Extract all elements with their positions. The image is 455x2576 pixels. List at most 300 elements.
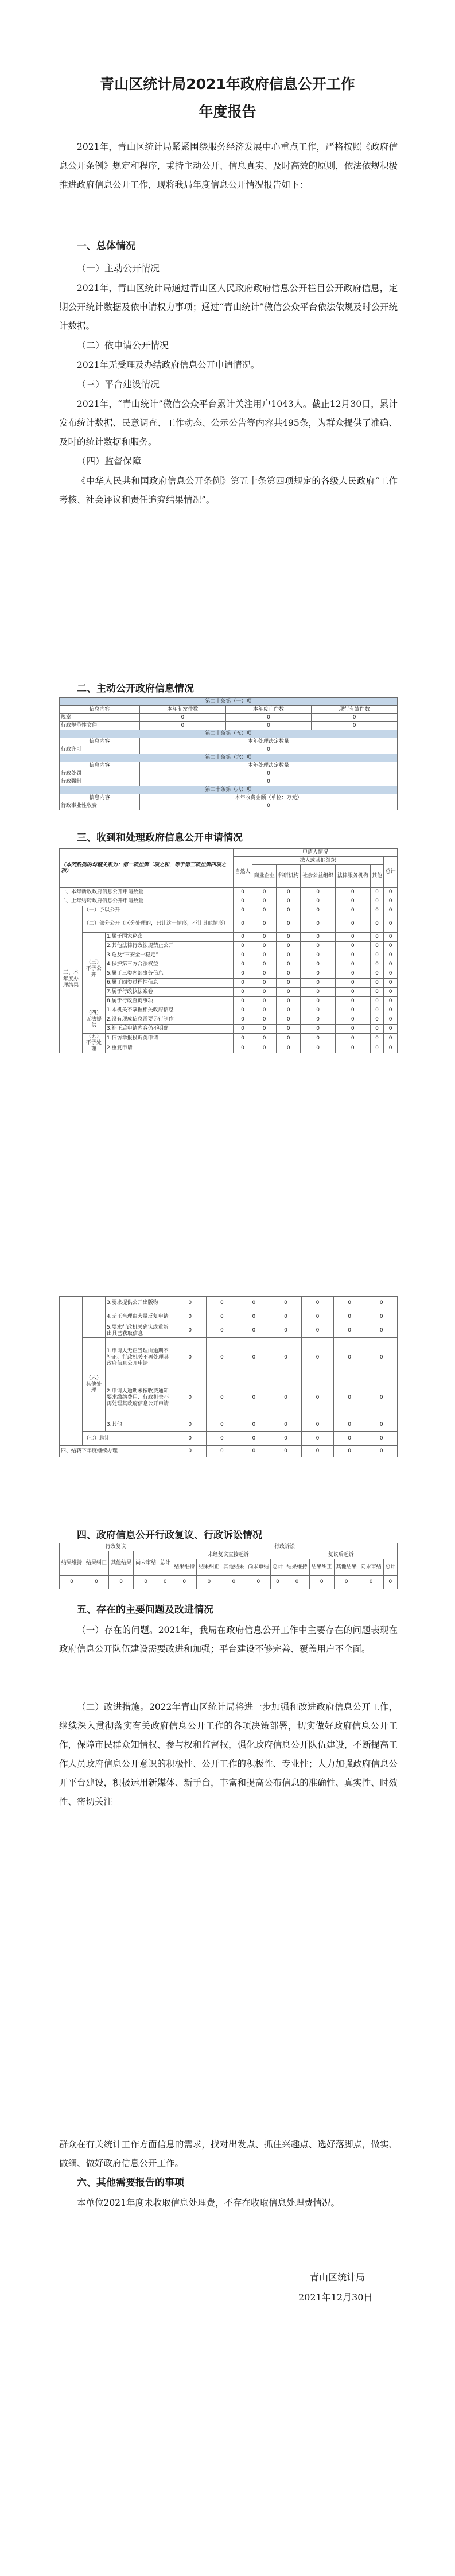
t2-cell: 0 bbox=[140, 770, 398, 778]
t3-cell: 0 bbox=[370, 1006, 384, 1015]
t3-third-label: 三、本年度办理结果 bbox=[60, 906, 83, 1053]
section-6-heading: 六、其他需要报告的事项 bbox=[77, 2177, 184, 2189]
t3-cell: 0 bbox=[302, 1338, 334, 1378]
t3-cell: 0 bbox=[301, 942, 336, 951]
t4-cell: 0 bbox=[197, 1576, 221, 1589]
t3-row-label: 二、上年结转政府信息公开申请数量 bbox=[60, 897, 234, 906]
t3-cell: 0 bbox=[277, 942, 301, 951]
t3-spacer bbox=[60, 1297, 83, 1446]
t4-review-col: 总计 bbox=[158, 1551, 172, 1576]
t2-row-label: 规章 bbox=[60, 714, 140, 722]
t3-row-label: 3.要求提供公开出版物 bbox=[106, 1297, 174, 1310]
t2-section-head-3: 第二十条第（六）项 bbox=[60, 754, 398, 762]
subsection-1-3: （三）平台建设情况 bbox=[77, 379, 160, 390]
t4-lit-col: 结果纠正 bbox=[309, 1559, 334, 1576]
t3-cell: 0 bbox=[370, 1043, 384, 1053]
t3-cell: 0 bbox=[238, 1324, 270, 1338]
subsection-1-4: （四）监督保障 bbox=[77, 456, 142, 467]
section-5-heading: 五、存在的主要问题及改进情况 bbox=[77, 1604, 213, 1616]
t4-lit-col: 结果维持 bbox=[172, 1559, 197, 1576]
t3-cell: 0 bbox=[302, 1324, 334, 1338]
t2-col-head: 信息内容 bbox=[60, 794, 140, 802]
section-1-heading: 一、总体情况 bbox=[77, 240, 135, 252]
active-disclosure-table bbox=[59, 697, 398, 810]
paragraph-1-2: 2021年无受理及办结政府信息公开申请情况。 bbox=[77, 360, 260, 370]
t4-cell: 0 bbox=[221, 1576, 246, 1589]
t3-cell: 0 bbox=[234, 979, 252, 988]
t3-cell: 0 bbox=[302, 1446, 334, 1457]
t3-cell: 0 bbox=[333, 1338, 365, 1378]
t3-legal-col: 其他 bbox=[370, 865, 384, 888]
application-table-part1 bbox=[59, 848, 398, 1053]
t3-cell: 0 bbox=[301, 1006, 336, 1015]
t3-row-label: 8.属于行政查询事项 bbox=[106, 997, 234, 1006]
t3-spacer bbox=[83, 1297, 106, 1338]
t3-cell: 0 bbox=[277, 969, 301, 979]
paragraph-1-3: 2021年，“青山统计”微信公众平台累计关注用户1043人。截止12月30日，累计发布统计数据、民意调查、工作动态、公示公告等内容共495条，为群众提供了准确、及时的统计数据和服务。 bbox=[59, 399, 398, 447]
t3-row-label: 一、本年新收政府信息公开申请数量 bbox=[60, 888, 234, 897]
t3-cell: 0 bbox=[234, 906, 252, 915]
t3-cell: 0 bbox=[333, 1297, 365, 1310]
t4-cell: 0 bbox=[383, 1576, 397, 1589]
t3-cell: 0 bbox=[384, 942, 398, 951]
t3-cell: 0 bbox=[384, 988, 398, 997]
paragraph-6: 本单位2021年度未收取信息处理费，不存在收取信息处理费情况。 bbox=[77, 2198, 340, 2208]
t3-cell: 0 bbox=[370, 979, 384, 988]
t3-cell: 0 bbox=[238, 1418, 270, 1432]
t3-cell: 0 bbox=[301, 1043, 336, 1053]
t2-cell: 0 bbox=[140, 722, 226, 730]
t4-cell: 0 bbox=[309, 1576, 334, 1589]
t3-cell: 0 bbox=[301, 997, 336, 1006]
t3-cell: 0 bbox=[252, 969, 277, 979]
t3-cell: 0 bbox=[384, 888, 398, 897]
t3-cell: 0 bbox=[370, 969, 384, 979]
t3-cell: 0 bbox=[384, 1015, 398, 1025]
t3-cell: 0 bbox=[174, 1378, 207, 1418]
t3-cell: 0 bbox=[301, 1025, 336, 1034]
t3-cell: 0 bbox=[370, 915, 384, 933]
t3-cell: 0 bbox=[234, 997, 252, 1006]
t3-row-label: 7.属于行政执法案卷 bbox=[106, 988, 234, 997]
t3-cell: 0 bbox=[277, 915, 301, 933]
t3-cell: 0 bbox=[252, 979, 277, 988]
t3-cell: 0 bbox=[277, 979, 301, 988]
t3-cell: 0 bbox=[333, 1446, 365, 1457]
t3-cell: 0 bbox=[234, 942, 252, 951]
t3-cell: 0 bbox=[370, 951, 384, 960]
t3-cell: 0 bbox=[302, 1418, 334, 1432]
t3-cell: 0 bbox=[365, 1324, 398, 1338]
t3-cell: 0 bbox=[365, 1418, 398, 1432]
t3-cell: 0 bbox=[206, 1378, 238, 1418]
t3-group-label: （五）不予处理 bbox=[83, 1034, 106, 1053]
t3-cell: 0 bbox=[335, 1034, 370, 1043]
t4-lit-col: 尚未审结 bbox=[359, 1559, 383, 1576]
t3-row-label: 2.申请人逾期未按收费通知要求缴纳费用、行政机关不再处理其政府信息公开申请 bbox=[106, 1378, 174, 1418]
t3-cell: 0 bbox=[335, 988, 370, 997]
t3-cell: 0 bbox=[301, 897, 336, 906]
t4-cell: 0 bbox=[246, 1576, 271, 1589]
t3-cell: 0 bbox=[238, 1378, 270, 1418]
t2-cell: 0 bbox=[312, 722, 398, 730]
t3-cell: 0 bbox=[234, 915, 252, 933]
t2-row-label: 行政处罚 bbox=[60, 770, 140, 778]
t3-cell: 0 bbox=[252, 1034, 277, 1043]
t3-row-label: 4.无正当理由大量反复申请 bbox=[106, 1310, 174, 1324]
t3-cell: 0 bbox=[384, 897, 398, 906]
t2-col-head: 现行有效件数 bbox=[312, 706, 398, 714]
t3-cell: 0 bbox=[252, 1006, 277, 1015]
t4-no-review-head: 未经复议直接起诉 bbox=[172, 1551, 285, 1559]
t3-cell: 0 bbox=[252, 997, 277, 1006]
t4-review-col: 结果纠正 bbox=[84, 1551, 109, 1576]
t3-row-label: 1.申请人无正当理由逾期不补正、行政机关不再处理其政府信息公开申请 bbox=[106, 1338, 174, 1378]
t3-cell: 0 bbox=[277, 906, 301, 915]
t2-cell: 0 bbox=[140, 778, 398, 786]
t3-cell: 0 bbox=[277, 960, 301, 969]
t3-cell: 0 bbox=[370, 988, 384, 997]
t3-cell: 0 bbox=[252, 888, 277, 897]
paragraph-1-4: 《中华人民共和国政府信息公开条例》第五十条第四项规定的各级人民政府“工作考核、社会评议和责任追究结果情况”。 bbox=[59, 476, 398, 505]
t4-cell: 0 bbox=[359, 1576, 383, 1589]
t3-group-label: （四）无法提供 bbox=[83, 1006, 106, 1034]
t4-lit-col: 总计 bbox=[271, 1559, 285, 1576]
t3-cell: 0 bbox=[234, 951, 252, 960]
t3-cell: 0 bbox=[301, 988, 336, 997]
t3-row-label: 2.没有现成信息需要另行制作 bbox=[106, 1015, 234, 1025]
t3-cell: 0 bbox=[270, 1432, 302, 1446]
t4-cell: 0 bbox=[334, 1576, 359, 1589]
t3-cell: 0 bbox=[252, 942, 277, 951]
t3-cell: 0 bbox=[277, 1043, 301, 1053]
t3-cell: 0 bbox=[370, 1025, 384, 1034]
signature-date: 2021年12月30日 bbox=[298, 2292, 373, 2303]
t2-col-head: 本年制发件数 bbox=[140, 706, 226, 714]
t3-cell: 0 bbox=[335, 888, 370, 897]
t3-cell: 0 bbox=[206, 1432, 238, 1446]
t3-cell: 0 bbox=[384, 960, 398, 969]
t3-cell: 0 bbox=[384, 1006, 398, 1015]
t3-cell: 0 bbox=[302, 1310, 334, 1324]
t3-row-label: 5.属于三类内部事务信息 bbox=[106, 969, 234, 979]
t3-cell: 0 bbox=[234, 933, 252, 942]
t3-cell: 0 bbox=[252, 897, 277, 906]
t3-cell: 0 bbox=[333, 1324, 365, 1338]
t3-cell: 0 bbox=[238, 1446, 270, 1457]
t3-cell: 0 bbox=[384, 933, 398, 942]
t2-section-head-4: 第二十条第（八）项 bbox=[60, 786, 398, 794]
t2-section-head-1: 第二十条第（一）项 bbox=[60, 698, 398, 706]
t4-review-col: 其他结果 bbox=[109, 1551, 134, 1576]
t3-cell: 0 bbox=[335, 979, 370, 988]
t3-cell: 0 bbox=[335, 1006, 370, 1015]
t3-legal-head: 法人或其他组织 bbox=[252, 857, 384, 865]
t3-cell: 0 bbox=[365, 1378, 398, 1418]
t3-row-label: （七）总计 bbox=[83, 1432, 174, 1446]
t3-cell: 0 bbox=[301, 933, 336, 942]
t4-lit-col: 其他结果 bbox=[221, 1559, 246, 1576]
t3-row-label: 4.保护第三方合法权益 bbox=[106, 960, 234, 969]
t3-applicant-head: 申请人情况 bbox=[234, 849, 398, 857]
t3-cell: 0 bbox=[335, 960, 370, 969]
t3-row-label: 1.属于国家秘密 bbox=[106, 933, 234, 942]
t2-section-head-2: 第二十条第（五）项 bbox=[60, 730, 398, 738]
t4-cell: 0 bbox=[60, 1576, 84, 1589]
t3-cell: 0 bbox=[238, 1338, 270, 1378]
t3-cell: 0 bbox=[335, 933, 370, 942]
t3-row-label: 6.属于四类过程性信息 bbox=[106, 979, 234, 988]
t3-cell: 0 bbox=[277, 1015, 301, 1025]
t4-cell: 0 bbox=[158, 1576, 172, 1589]
t3-cell: 0 bbox=[365, 1338, 398, 1378]
t3-cell: 0 bbox=[174, 1418, 207, 1432]
t3-cell: 0 bbox=[174, 1446, 207, 1457]
t2-row-label: 行政强制 bbox=[60, 778, 140, 786]
t3-row-label: 3.其他 bbox=[106, 1418, 174, 1432]
t3-cell: 0 bbox=[335, 1043, 370, 1053]
t2-row-label: 行政规范性文件 bbox=[60, 722, 140, 730]
t3-cell: 0 bbox=[277, 1034, 301, 1043]
t4-cell: 0 bbox=[134, 1576, 158, 1589]
t3-cell: 0 bbox=[333, 1418, 365, 1432]
t3-cell: 0 bbox=[301, 951, 336, 960]
t3-legal-col: 科研机构 bbox=[277, 865, 301, 888]
t3-cell: 0 bbox=[206, 1338, 238, 1378]
t2-col-head: 本年处理决定数量 bbox=[140, 762, 398, 770]
t3-row-label: 3.补正后申请内容仍不明确 bbox=[106, 1025, 234, 1034]
t2-cell: 0 bbox=[225, 722, 312, 730]
t3-cell: 0 bbox=[301, 1034, 336, 1043]
t3-cell: 0 bbox=[252, 988, 277, 997]
t3-cell: 0 bbox=[234, 988, 252, 997]
t3-cell: 0 bbox=[301, 979, 336, 988]
t2-col-head: 信息内容 bbox=[60, 706, 140, 714]
t4-cell: 0 bbox=[109, 1576, 134, 1589]
signature-organization: 青山区统计局 bbox=[310, 2272, 365, 2283]
t3-cell: 0 bbox=[270, 1378, 302, 1418]
t3-cell: 0 bbox=[238, 1310, 270, 1324]
t3-cell: 0 bbox=[335, 942, 370, 951]
t3-cell: 0 bbox=[270, 1446, 302, 1457]
t3-cell: 0 bbox=[234, 1043, 252, 1053]
t2-col-head: 本年处理决定数量 bbox=[140, 738, 398, 746]
t4-cell: 0 bbox=[271, 1576, 285, 1589]
t2-row-label: 行政事业性收费 bbox=[60, 802, 140, 810]
t3-cell: 0 bbox=[384, 915, 398, 933]
t3-cell: 0 bbox=[252, 1015, 277, 1025]
t3-cell: 0 bbox=[277, 988, 301, 997]
t3-cell: 0 bbox=[234, 897, 252, 906]
t3-cell: 0 bbox=[206, 1310, 238, 1324]
t3-cell: 0 bbox=[384, 997, 398, 1006]
t3-cell: 0 bbox=[335, 997, 370, 1006]
t2-col-head: 信息内容 bbox=[60, 762, 140, 770]
t3-cell: 0 bbox=[174, 1310, 207, 1324]
t3-cell: 0 bbox=[206, 1446, 238, 1457]
t3-cell: 0 bbox=[301, 1015, 336, 1025]
t3-row-label: （二）部分公开（区分处理的，只计这一情形，不计其他情形） bbox=[83, 915, 234, 933]
t3-cell: 0 bbox=[277, 888, 301, 897]
t3-cell: 0 bbox=[370, 997, 384, 1006]
t3-cell: 0 bbox=[270, 1418, 302, 1432]
t4-lit-col: 尚未审结 bbox=[246, 1559, 271, 1576]
t3-cell: 0 bbox=[234, 888, 252, 897]
t3-row-label: 2.重复申请 bbox=[106, 1043, 234, 1053]
t3-cell: 0 bbox=[384, 1025, 398, 1034]
t3-cell: 0 bbox=[384, 1043, 398, 1053]
t3-row-label: 3.危及“三安全一稳定” bbox=[106, 951, 234, 960]
t4-lit-col: 结果维持 bbox=[285, 1559, 309, 1576]
t3-cell: 0 bbox=[335, 915, 370, 933]
t3-row-label: 1.本机关不掌握相关政府信息 bbox=[106, 1006, 234, 1015]
t3-cell: 0 bbox=[174, 1338, 207, 1378]
t3-cell: 0 bbox=[335, 897, 370, 906]
application-table-part2 bbox=[59, 1296, 398, 1457]
t3-cell: 0 bbox=[365, 1446, 398, 1457]
t3-cell: 0 bbox=[206, 1297, 238, 1310]
t3-cell: 0 bbox=[333, 1378, 365, 1418]
t3-cell: 0 bbox=[370, 942, 384, 951]
t3-cell: 0 bbox=[302, 1378, 334, 1418]
t3-row-label: 四、结转下年度继续办理 bbox=[60, 1446, 174, 1457]
t4-litigation-head: 行政诉讼 bbox=[172, 1543, 398, 1551]
t4-cell: 0 bbox=[84, 1576, 109, 1589]
t3-cell: 0 bbox=[277, 897, 301, 906]
t2-col-head: 本年废止件数 bbox=[225, 706, 312, 714]
t3-cell: 0 bbox=[335, 969, 370, 979]
t3-cell: 0 bbox=[252, 915, 277, 933]
t3-legal-col: 商业企业 bbox=[252, 865, 277, 888]
t3-cell: 0 bbox=[252, 951, 277, 960]
paragraph-1-1: 2021年，青山区统计局通过青山区人民政府政府信息公开栏目公开政府信息，定期公开统计数据及依申请权力事项；通过“青山统计”微信公众平台依法依规及时公开统计数据。 bbox=[59, 283, 398, 331]
t2-cell: 0 bbox=[140, 714, 226, 722]
t3-cell: 0 bbox=[335, 906, 370, 915]
t3-cell: 0 bbox=[277, 997, 301, 1006]
t3-cell: 0 bbox=[335, 1015, 370, 1025]
t3-cell: 0 bbox=[206, 1418, 238, 1432]
t3-cell: 0 bbox=[384, 906, 398, 915]
t4-lit-col: 其他结果 bbox=[334, 1559, 359, 1576]
t3-cell: 0 bbox=[270, 1297, 302, 1310]
t2-cell: 0 bbox=[140, 802, 398, 810]
t3-cell: 0 bbox=[238, 1297, 270, 1310]
t3-cell: 0 bbox=[252, 960, 277, 969]
t2-row-label: 行政许可 bbox=[60, 746, 140, 754]
t2-col-head: 本年收费金额（单位：万元） bbox=[140, 794, 398, 802]
t3-cell: 0 bbox=[270, 1310, 302, 1324]
subsection-1-2: （二）依申请公开情况 bbox=[77, 340, 169, 351]
t3-cell: 0 bbox=[335, 951, 370, 960]
t3-cell: 0 bbox=[277, 951, 301, 960]
t3-legal-col: 社会公益组织 bbox=[301, 865, 336, 888]
report-title: 青山区统计局2021年政府信息公开工作 bbox=[100, 76, 355, 92]
t3-cell: 0 bbox=[301, 906, 336, 915]
t3-cell: 0 bbox=[301, 915, 336, 933]
t4-after-review-head: 复议后起诉 bbox=[285, 1551, 397, 1559]
t2-cell: 0 bbox=[312, 714, 398, 722]
t4-cell: 0 bbox=[285, 1576, 309, 1589]
t3-cell: 0 bbox=[252, 1025, 277, 1034]
t3-cell: 0 bbox=[234, 1015, 252, 1025]
section-3-heading: 三、收到和处理政府信息公开申请情况 bbox=[77, 832, 243, 844]
paragraph-5-1: （一）存在的问题。2021年，我局在政府信息公开工作中主要存在的问题表现在政府信息公开队伍建设需要改进和加强；平台建设不够完善、覆盖用户不全面。 bbox=[59, 1625, 398, 1654]
t3-legal-col: 法律服务机构 bbox=[335, 865, 370, 888]
t3-cell: 0 bbox=[370, 888, 384, 897]
t3-cell: 0 bbox=[252, 933, 277, 942]
t2-col-head: 信息内容 bbox=[60, 738, 140, 746]
t2-cell: 0 bbox=[140, 746, 398, 754]
t3-cell: 0 bbox=[370, 1034, 384, 1043]
t2-cell: 0 bbox=[225, 714, 312, 722]
paragraph-5-3: 群众在有关统计工作方面信息的需求，找对出发点、抓住兴趣点、选好落脚点，做实、做细、做好政府信息公开工作。 bbox=[59, 2139, 398, 2168]
t3-cell: 0 bbox=[277, 933, 301, 942]
t3-cell: 0 bbox=[301, 969, 336, 979]
t3-cell: 0 bbox=[238, 1432, 270, 1446]
t3-natural-head: 自然人 bbox=[234, 857, 252, 888]
t3-cell: 0 bbox=[365, 1297, 398, 1310]
t3-cell: 0 bbox=[234, 1006, 252, 1015]
t3-cell: 0 bbox=[174, 1324, 207, 1338]
t3-cell: 0 bbox=[333, 1432, 365, 1446]
t3-cell: 0 bbox=[234, 1025, 252, 1034]
t4-lit-col: 总计 bbox=[383, 1559, 397, 1576]
t3-cell: 0 bbox=[252, 1043, 277, 1053]
t3-cell: 0 bbox=[270, 1338, 302, 1378]
t3-cell: 0 bbox=[335, 1025, 370, 1034]
t3-cell: 0 bbox=[301, 888, 336, 897]
t3-cell: 0 bbox=[384, 951, 398, 960]
t4-cell: 0 bbox=[172, 1576, 197, 1589]
t3-cell: 0 bbox=[302, 1432, 334, 1446]
t3-cell: 0 bbox=[333, 1310, 365, 1324]
t3-cell: 0 bbox=[370, 897, 384, 906]
t3-cell: 0 bbox=[252, 906, 277, 915]
section-4-heading: 四、政府信息公开行政复议、行政诉讼情况 bbox=[77, 1530, 262, 1541]
t3-cell: 0 bbox=[206, 1324, 238, 1338]
t3-cell: 0 bbox=[370, 1015, 384, 1025]
t3-cell: 0 bbox=[234, 960, 252, 969]
t3-corner-note: （本列数据的勾稽关系为：第一项加第二项之和，等于第三项加第四项之和） bbox=[60, 849, 234, 888]
t3-cell: 0 bbox=[270, 1324, 302, 1338]
report-subtitle: 年度报告 bbox=[199, 103, 256, 120]
t3-cell: 0 bbox=[234, 969, 252, 979]
t3-cell: 0 bbox=[301, 960, 336, 969]
t3-cell: 0 bbox=[365, 1432, 398, 1446]
t3-cell: 0 bbox=[277, 1006, 301, 1015]
t3-cell: 0 bbox=[370, 960, 384, 969]
t3-cell: 0 bbox=[277, 1025, 301, 1034]
t3-cell: 0 bbox=[234, 1034, 252, 1043]
t3-row-label: 2.其他法律行政法规禁止公开 bbox=[106, 942, 234, 951]
t3-cell: 0 bbox=[384, 969, 398, 979]
t3-row-label: 5.要求行政机关确认或重新出具已获取信息 bbox=[106, 1324, 174, 1338]
t3-cell: 0 bbox=[370, 933, 384, 942]
t3-cell: 0 bbox=[302, 1297, 334, 1310]
t3-row-label: 1.信访举报投诉类申请 bbox=[106, 1034, 234, 1043]
t4-review-head: 行政复议 bbox=[60, 1543, 172, 1551]
t4-lit-col: 结果纠正 bbox=[197, 1559, 221, 1576]
t3-cell: 0 bbox=[174, 1297, 207, 1310]
t3-group-label: （六）其他处理 bbox=[83, 1338, 106, 1432]
t3-cell: 0 bbox=[384, 979, 398, 988]
t4-review-col: 尚未审结 bbox=[134, 1551, 158, 1576]
t3-cell: 0 bbox=[174, 1432, 207, 1446]
t3-group-label: （三）不予公开 bbox=[83, 933, 106, 1006]
t3-total-head: 总计 bbox=[384, 857, 398, 888]
t3-cell: 0 bbox=[365, 1310, 398, 1324]
t4-review-col: 结果维持 bbox=[60, 1551, 84, 1576]
